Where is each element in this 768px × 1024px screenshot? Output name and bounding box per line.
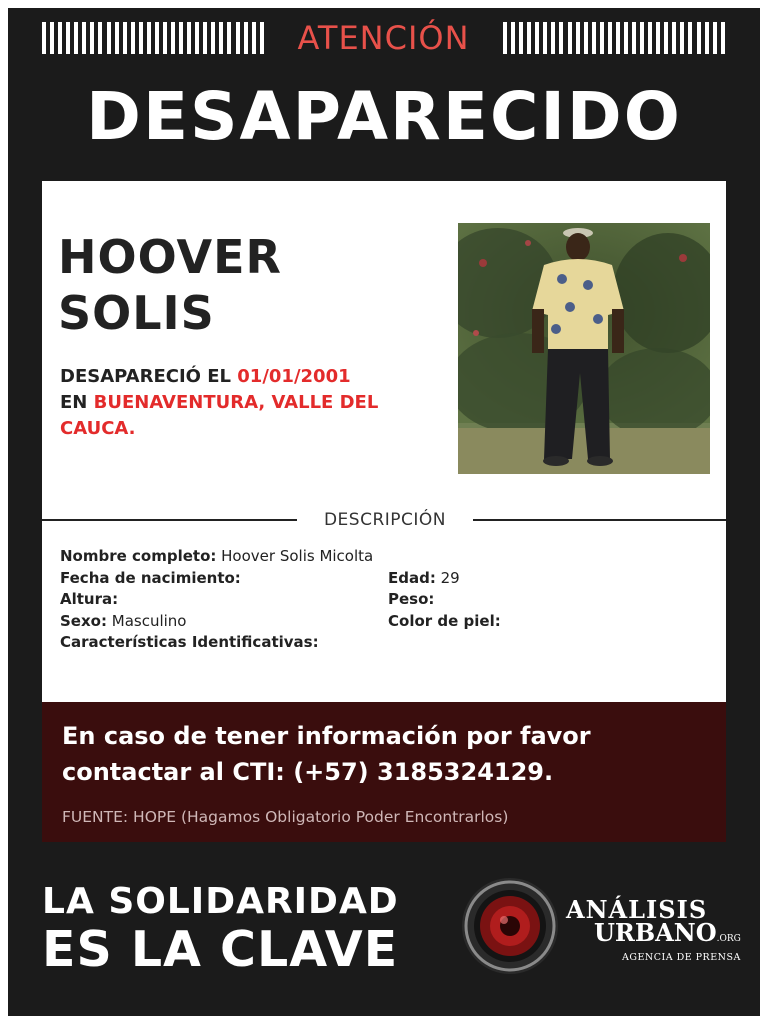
- missing-prefix: DESAPARECIÓ EL: [60, 366, 238, 387]
- missing-details: [60, 364, 420, 442]
- field-height-weight: [60, 588, 710, 610]
- contact-message: [62, 718, 712, 790]
- height-label: Altura:: [60, 590, 119, 608]
- info-card: [42, 181, 726, 702]
- contact-line-1: En caso de tener información por favor: [62, 722, 591, 750]
- contact-phone: (+57) 3185324129.: [293, 758, 554, 786]
- birth-date-label: Fecha de nacimiento:: [60, 568, 241, 587]
- field-sex-skin: [60, 610, 710, 632]
- person-last-name: SOLIS: [58, 286, 215, 340]
- missing-place: BUENAVENTURA, VALLE DEL CAUCA.: [60, 392, 379, 439]
- person-name: [58, 229, 282, 341]
- slogan: [42, 880, 399, 976]
- full-name-label: Nombre completo:: [60, 547, 217, 565]
- poster-title: DESAPARECIDO: [86, 78, 682, 155]
- description-fields: [60, 545, 710, 653]
- person-first-name: HOOVER: [58, 230, 282, 284]
- logo-line-2: URBANO: [594, 918, 717, 947]
- decorative-bars-right: [503, 22, 725, 54]
- person-photo: [458, 223, 710, 474]
- decorative-bars-left: [42, 22, 264, 54]
- logo-wordmark: [566, 895, 741, 963]
- missing-date: 01/01/2001: [237, 366, 351, 387]
- age-value: 29: [440, 568, 460, 587]
- field-features: [60, 631, 710, 653]
- features-label: Características Identificativas:: [60, 633, 319, 651]
- weight-label: Peso:: [388, 590, 435, 608]
- field-birth-age: [60, 567, 710, 589]
- sex-value: Masculino: [111, 611, 187, 630]
- place-prefix: EN: [60, 392, 94, 413]
- logo-line-1: ANÁLISIS: [566, 895, 708, 924]
- contact-line-2: contactar al CTI:: [62, 758, 294, 786]
- sex-label: Sexo:: [60, 611, 107, 630]
- full-name-value: Hoover Solis Micolta: [221, 547, 374, 565]
- slogan-line-1: LA SOLIDARIDAD: [42, 881, 399, 922]
- slogan-line-2: ES LA CLAVE: [42, 921, 399, 978]
- age-label: Edad:: [388, 568, 436, 587]
- camera-lens-icon: [460, 876, 560, 976]
- logo-suffix: .ORG: [716, 934, 741, 944]
- contact-box: [42, 702, 726, 842]
- analisis-urbano-logo: [460, 876, 740, 976]
- source-credit: FUENTE: HOPE (Hagamos Obligatorio Poder Encontrarlos): [62, 808, 509, 826]
- logo-tagline: AGENCIA DE PRENSA: [622, 952, 741, 963]
- skin-color-label: Color de piel:: [388, 611, 501, 630]
- description-heading: DESCRIPCIÓN: [297, 508, 473, 532]
- attention-label: ATENCIÓN: [297, 19, 470, 57]
- field-full-name: [60, 545, 710, 567]
